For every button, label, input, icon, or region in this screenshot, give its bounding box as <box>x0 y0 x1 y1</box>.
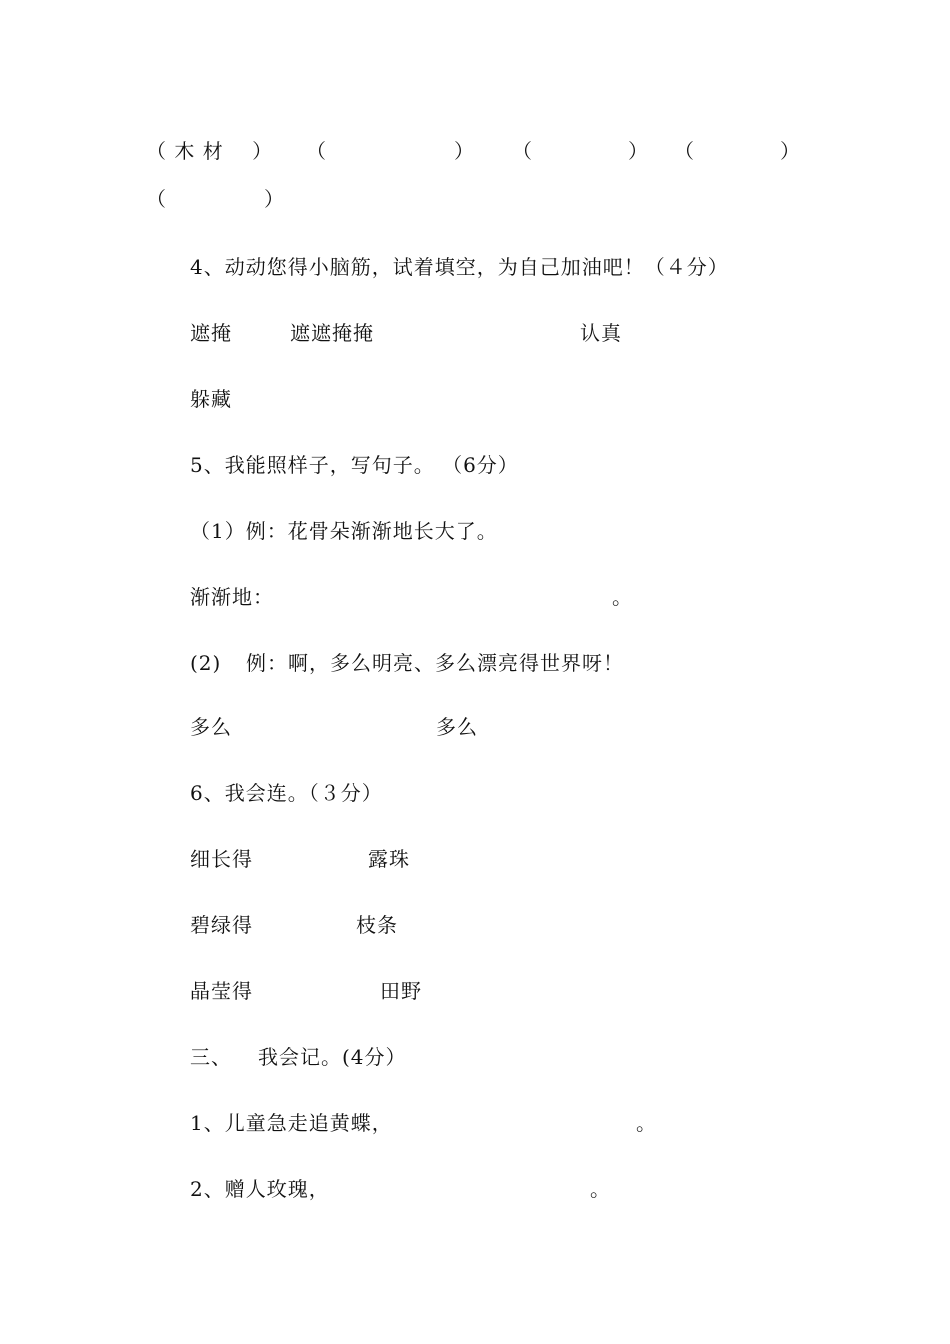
s3-item-2: 2、赠人玫瑰， <box>190 1177 330 1201</box>
bracket-close-2: ） <box>454 139 475 163</box>
q5-answer-1-label: 渐渐地： <box>190 585 274 609</box>
q6-left-2: 碧绿得 <box>190 913 253 937</box>
q5-example-1: （1）例：花骨朵渐渐地长大了。 <box>190 519 498 543</box>
bracket-close-3: ） <box>628 139 649 163</box>
bracket-close-5: ） <box>264 187 285 211</box>
bracket-answer-1: （ 木 材 ） <box>146 139 274 163</box>
s3-item-2-end: 。 <box>590 1177 611 1201</box>
q6-right-2: 枝条 <box>356 913 398 937</box>
section-3-number: 三、 <box>190 1045 232 1069</box>
q5-answer-2-b: 多么 <box>436 715 478 739</box>
bracket-open-3: （ <box>512 139 533 163</box>
s3-item-1-end: 。 <box>636 1111 657 1135</box>
section-3-title: 我会记。(4分） <box>258 1045 407 1069</box>
q6-right-1: 露珠 <box>368 847 410 871</box>
s3-item-1: 1、儿童急走追黄蝶， <box>190 1111 393 1135</box>
question-5-title: 5、我能照样子，写句子。 （6分） <box>190 453 519 477</box>
q4-word-duocang: 躲藏 <box>190 387 232 411</box>
question-6-title: 6、我会连。（３分） <box>190 781 383 805</box>
q5-example-2-number: (2) <box>190 651 222 675</box>
q4-word-zhezheyanyan: 遮遮掩掩 <box>290 321 374 345</box>
q6-right-3: 田野 <box>380 979 422 1003</box>
bracket-open-2: （ <box>306 139 327 163</box>
q6-left-3: 晶莹得 <box>190 979 253 1003</box>
bracket-close-4: ） <box>780 139 801 163</box>
q4-word-zheyan: 遮掩 <box>190 321 232 345</box>
q4-word-renzhen: 认真 <box>580 321 622 345</box>
q5-answer-1-end: 。 <box>612 585 633 609</box>
q5-example-2: 例：啊，多么明亮、多么漂亮得世界呀！ <box>246 651 624 675</box>
q5-answer-2-a: 多么 <box>190 715 232 739</box>
q6-left-1: 细长得 <box>190 847 253 871</box>
question-4-title: 4、动动您得小脑筋，试着填空，为自己加油吧！（４分） <box>190 255 729 279</box>
bracket-open-5: （ <box>146 187 167 211</box>
bracket-open-4: （ <box>674 139 695 163</box>
